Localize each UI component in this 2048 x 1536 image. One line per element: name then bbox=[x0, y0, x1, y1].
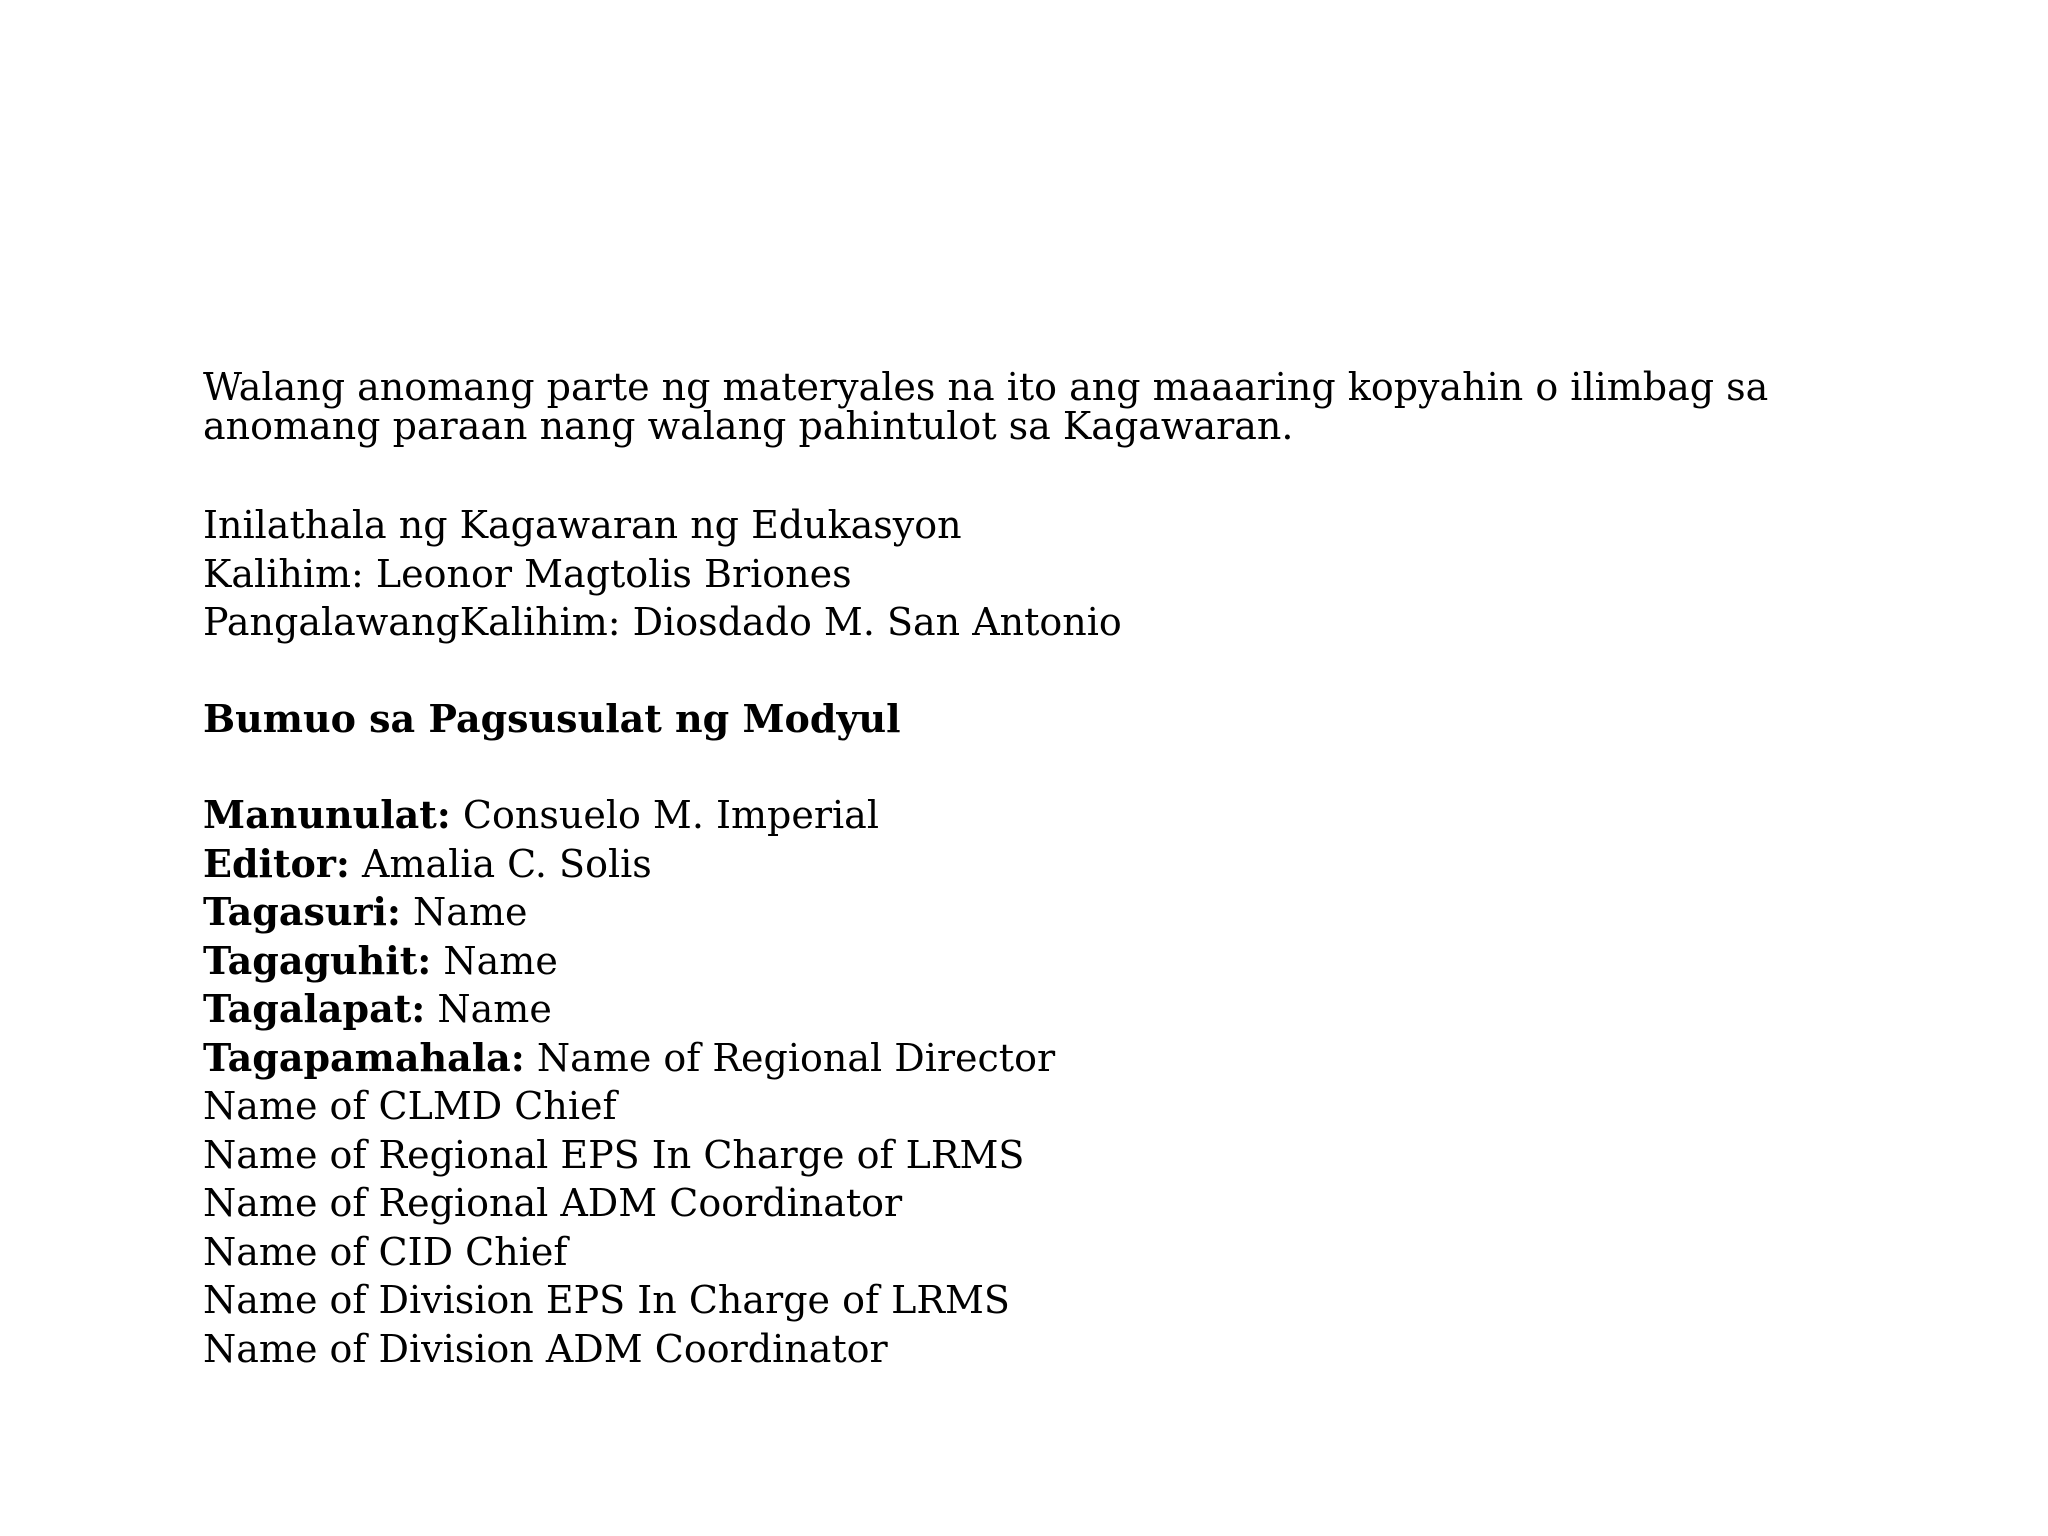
credit-writer bbox=[203, 791, 1843, 840]
section-title: Bumuo sa Pagsusulat ng Modyul bbox=[203, 695, 901, 741]
credit-other: Name of Regional ADM Coordinator bbox=[203, 1181, 903, 1225]
credit-other: Name of CLMD Chief bbox=[203, 1084, 617, 1128]
credit-label-writer: Manunulat: bbox=[203, 792, 451, 837]
secretary-line: Kalihim: Leonor Magtolis Briones bbox=[203, 551, 852, 596]
credit-label-illustrator: Tagaguhit: bbox=[203, 937, 432, 983]
undersecretary-line: PangalawangKalihim: Diosdado M. San Antonio bbox=[203, 600, 1122, 644]
credit-management bbox=[203, 1034, 1843, 1083]
credits-list bbox=[203, 791, 1843, 1373]
credit-illustrator bbox=[203, 937, 1843, 986]
credit-value-layout: Name bbox=[425, 987, 552, 1031]
credit-editor bbox=[203, 840, 1843, 889]
copyright-content bbox=[203, 365, 1843, 1373]
publisher-line: Inilathala ng Kagawaran ng Edukasyon bbox=[203, 503, 962, 547]
credit-other: Name of Division EPS In Charge of LRMS bbox=[203, 1278, 1010, 1322]
credit-label-layout: Tagalapat: bbox=[203, 986, 426, 1031]
credit-label-editor: Editor: bbox=[203, 840, 350, 886]
credit-label-management: Tagapamahala: bbox=[203, 1034, 525, 1080]
credit-other: Name of CID Chief bbox=[203, 1229, 568, 1274]
credit-label-reviewer: Tagasuri: bbox=[203, 889, 401, 934]
credit-other: Name of Division ADM Coordinator bbox=[203, 1326, 888, 1371]
credit-layout bbox=[203, 985, 1843, 1034]
publication-info bbox=[203, 501, 1843, 647]
credit-value-editor: Amalia C. Solis bbox=[349, 841, 652, 886]
credit-value-management: Name of Regional Director bbox=[524, 1035, 1056, 1080]
credit-other: Name of Regional EPS In Charge of LRMS bbox=[203, 1132, 1025, 1177]
copyright-notice-line-2: anomang paraan nang walang pahintulot sa Kagawaran. bbox=[203, 404, 1294, 448]
credit-value-illustrator: Name bbox=[431, 938, 558, 983]
credit-value-reviewer: Name bbox=[400, 890, 528, 934]
credit-reviewer bbox=[203, 888, 1843, 937]
credit-value-writer: Consuelo M. Imperial bbox=[450, 793, 879, 837]
copyright-notice bbox=[203, 365, 1843, 448]
copyright-notice-line-1: Walang anomang parte ng materyales na ito ang maaaring kopyahin o ilimbag sa bbox=[203, 365, 1769, 409]
